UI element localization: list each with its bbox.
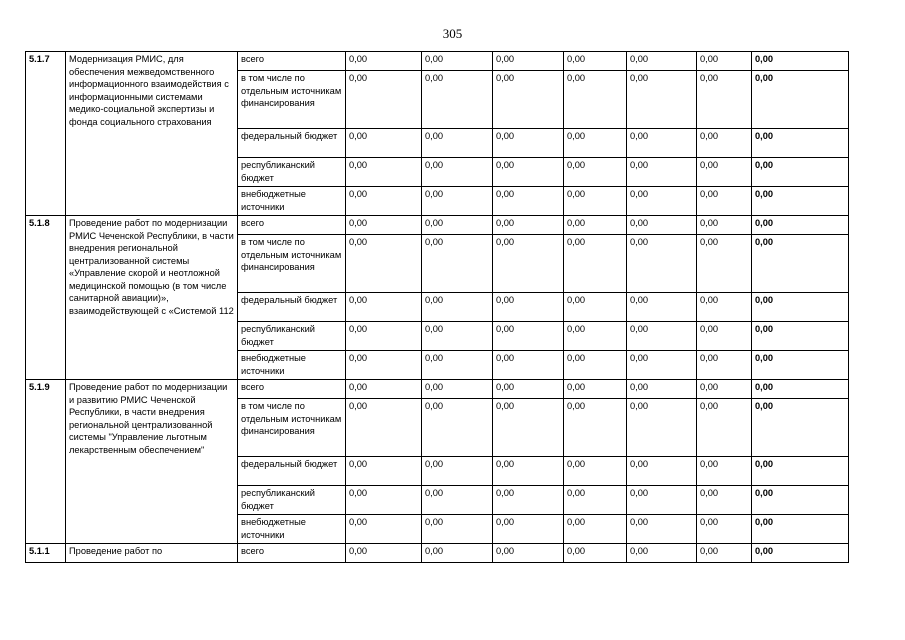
value-cell: 0,00 — [422, 457, 493, 486]
value-cell: 0,00 — [627, 457, 697, 486]
value-cell: 0,00 — [697, 158, 752, 187]
total-value-cell: 0,00 — [752, 235, 849, 293]
item-description: Проведение работ по модернизации РМИС Чеченской Республики, в части внедрения региональной централизованной системы «Управление скорой и неотложной медицинской помощью (в том числе санитарной авиации)», взаимодействующей с «Системой 112 — [66, 216, 238, 380]
value-cell: 0,00 — [346, 293, 422, 322]
funding-source: республиканский бюджет — [238, 486, 346, 515]
value-cell: 0,00 — [493, 486, 564, 515]
value-cell: 0,00 — [422, 71, 493, 129]
value-cell: 0,00 — [697, 187, 752, 216]
total-value-cell: 0,00 — [752, 457, 849, 486]
funding-source: федеральный бюджет — [238, 129, 346, 158]
budget-table — [25, 51, 849, 563]
value-cell: 0,00 — [697, 293, 752, 322]
total-value-cell: 0,00 — [752, 52, 849, 71]
value-cell: 0,00 — [493, 322, 564, 351]
value-cell: 0,00 — [564, 486, 627, 515]
value-cell: 0,00 — [422, 52, 493, 71]
total-value-cell: 0,00 — [752, 380, 849, 399]
value-cell: 0,00 — [697, 52, 752, 71]
funding-source: федеральный бюджет — [238, 457, 346, 486]
value-cell: 0,00 — [697, 129, 752, 158]
total-value-cell: 0,00 — [752, 515, 849, 544]
value-cell: 0,00 — [697, 457, 752, 486]
funding-source: внебюджетные источники — [238, 351, 346, 380]
value-cell: 0,00 — [493, 544, 564, 563]
table-body — [26, 52, 849, 563]
value-cell: 0,00 — [627, 187, 697, 216]
value-cell: 0,00 — [346, 235, 422, 293]
funding-source: всего — [238, 544, 346, 563]
value-cell: 0,00 — [346, 187, 422, 216]
value-cell: 0,00 — [422, 399, 493, 457]
item-number: 5.1.8 — [26, 216, 66, 380]
value-cell: 0,00 — [422, 129, 493, 158]
value-cell: 0,00 — [697, 235, 752, 293]
value-cell: 0,00 — [346, 380, 422, 399]
value-cell: 0,00 — [627, 71, 697, 129]
total-value-cell: 0,00 — [752, 187, 849, 216]
total-value-cell: 0,00 — [752, 129, 849, 158]
page-number: 305 — [442, 26, 463, 41]
value-cell: 0,00 — [346, 129, 422, 158]
total-value-cell: 0,00 — [752, 351, 849, 380]
total-value-cell: 0,00 — [752, 322, 849, 351]
value-cell: 0,00 — [422, 544, 493, 563]
value-cell: 0,00 — [627, 158, 697, 187]
value-cell: 0,00 — [627, 486, 697, 515]
value-cell: 0,00 — [346, 216, 422, 235]
value-cell: 0,00 — [627, 52, 697, 71]
value-cell: 0,00 — [627, 380, 697, 399]
item-number: 5.1.7 — [26, 52, 66, 216]
value-cell: 0,00 — [493, 158, 564, 187]
value-cell: 0,00 — [346, 515, 422, 544]
value-cell: 0,00 — [346, 486, 422, 515]
value-cell: 0,00 — [493, 399, 564, 457]
funding-source: всего — [238, 52, 346, 71]
table-row — [26, 216, 849, 235]
value-cell: 0,00 — [422, 380, 493, 399]
funding-source: внебюджетные источники — [238, 515, 346, 544]
value-cell: 0,00 — [493, 293, 564, 322]
value-cell: 0,00 — [493, 515, 564, 544]
value-cell: 0,00 — [493, 457, 564, 486]
value-cell: 0,00 — [346, 351, 422, 380]
value-cell: 0,00 — [697, 544, 752, 563]
value-cell: 0,00 — [627, 322, 697, 351]
value-cell: 0,00 — [422, 158, 493, 187]
funding-source: в том числе по отдельным источникам финансирования — [238, 71, 346, 129]
value-cell: 0,00 — [493, 235, 564, 293]
value-cell: 0,00 — [564, 52, 627, 71]
value-cell: 0,00 — [564, 187, 627, 216]
value-cell: 0,00 — [493, 129, 564, 158]
value-cell: 0,00 — [493, 216, 564, 235]
funding-source: республиканский бюджет — [238, 158, 346, 187]
value-cell: 0,00 — [493, 187, 564, 216]
value-cell: 0,00 — [422, 235, 493, 293]
total-value-cell: 0,00 — [752, 158, 849, 187]
value-cell: 0,00 — [422, 322, 493, 351]
value-cell: 0,00 — [564, 457, 627, 486]
value-cell: 0,00 — [697, 351, 752, 380]
value-cell: 0,00 — [627, 293, 697, 322]
funding-source: в том числе по отдельным источникам финансирования — [238, 235, 346, 293]
value-cell: 0,00 — [627, 129, 697, 158]
value-cell: 0,00 — [564, 322, 627, 351]
value-cell: 0,00 — [627, 235, 697, 293]
value-cell: 0,00 — [564, 351, 627, 380]
total-value-cell: 0,00 — [752, 216, 849, 235]
value-cell: 0,00 — [422, 515, 493, 544]
funding-source: республиканский бюджет — [238, 322, 346, 351]
value-cell: 0,00 — [346, 544, 422, 563]
funding-source: внебюджетные источники — [238, 187, 346, 216]
funding-source: всего — [238, 216, 346, 235]
value-cell: 0,00 — [422, 293, 493, 322]
value-cell: 0,00 — [346, 71, 422, 129]
item-description: Проведение работ по — [66, 544, 238, 563]
value-cell: 0,00 — [493, 380, 564, 399]
funding-source: федеральный бюджет — [238, 293, 346, 322]
funding-source: в том числе по отдельным источникам финансирования — [238, 399, 346, 457]
value-cell: 0,00 — [346, 399, 422, 457]
item-number: 5.1.1 — [26, 544, 66, 563]
value-cell: 0,00 — [422, 216, 493, 235]
value-cell: 0,00 — [564, 158, 627, 187]
value-cell: 0,00 — [346, 322, 422, 351]
value-cell: 0,00 — [627, 351, 697, 380]
value-cell: 0,00 — [697, 216, 752, 235]
value-cell: 0,00 — [493, 351, 564, 380]
value-cell: 0,00 — [564, 293, 627, 322]
value-cell: 0,00 — [564, 399, 627, 457]
value-cell: 0,00 — [564, 380, 627, 399]
funding-source: всего — [238, 380, 346, 399]
value-cell: 0,00 — [422, 351, 493, 380]
value-cell: 0,00 — [564, 515, 627, 544]
item-number: 5.1.9 — [26, 380, 66, 544]
value-cell: 0,00 — [564, 71, 627, 129]
value-cell: 0,00 — [697, 71, 752, 129]
value-cell: 0,00 — [697, 515, 752, 544]
item-description: Проведение работ по модернизации и развитию РМИС Чеченской Республики, в части внедрения региональной централизованной системы "Управление льготным лекарственным обеспечением" — [66, 380, 238, 544]
value-cell: 0,00 — [697, 486, 752, 515]
value-cell: 0,00 — [346, 158, 422, 187]
value-cell: 0,00 — [422, 486, 493, 515]
total-value-cell: 0,00 — [752, 293, 849, 322]
total-value-cell: 0,00 — [752, 399, 849, 457]
total-value-cell: 0,00 — [752, 71, 849, 129]
value-cell: 0,00 — [697, 322, 752, 351]
table-row — [26, 380, 849, 399]
table-row — [26, 544, 849, 563]
total-value-cell: 0,00 — [752, 486, 849, 515]
table-row — [26, 52, 849, 71]
item-description: Модернизация РМИС, для обеспечения межведомственного информационного взаимодействия с информационными системами медико-социальной экспертизы и фонда социального страхования — [66, 52, 238, 216]
value-cell: 0,00 — [493, 71, 564, 129]
value-cell: 0,00 — [697, 380, 752, 399]
value-cell: 0,00 — [627, 544, 697, 563]
total-value-cell: 0,00 — [752, 544, 849, 563]
value-cell: 0,00 — [346, 457, 422, 486]
value-cell: 0,00 — [346, 52, 422, 71]
value-cell: 0,00 — [493, 52, 564, 71]
value-cell: 0,00 — [564, 235, 627, 293]
value-cell: 0,00 — [627, 515, 697, 544]
value-cell: 0,00 — [697, 399, 752, 457]
value-cell: 0,00 — [627, 216, 697, 235]
value-cell: 0,00 — [627, 399, 697, 457]
value-cell: 0,00 — [564, 129, 627, 158]
value-cell: 0,00 — [422, 187, 493, 216]
value-cell: 0,00 — [564, 544, 627, 563]
value-cell: 0,00 — [564, 216, 627, 235]
